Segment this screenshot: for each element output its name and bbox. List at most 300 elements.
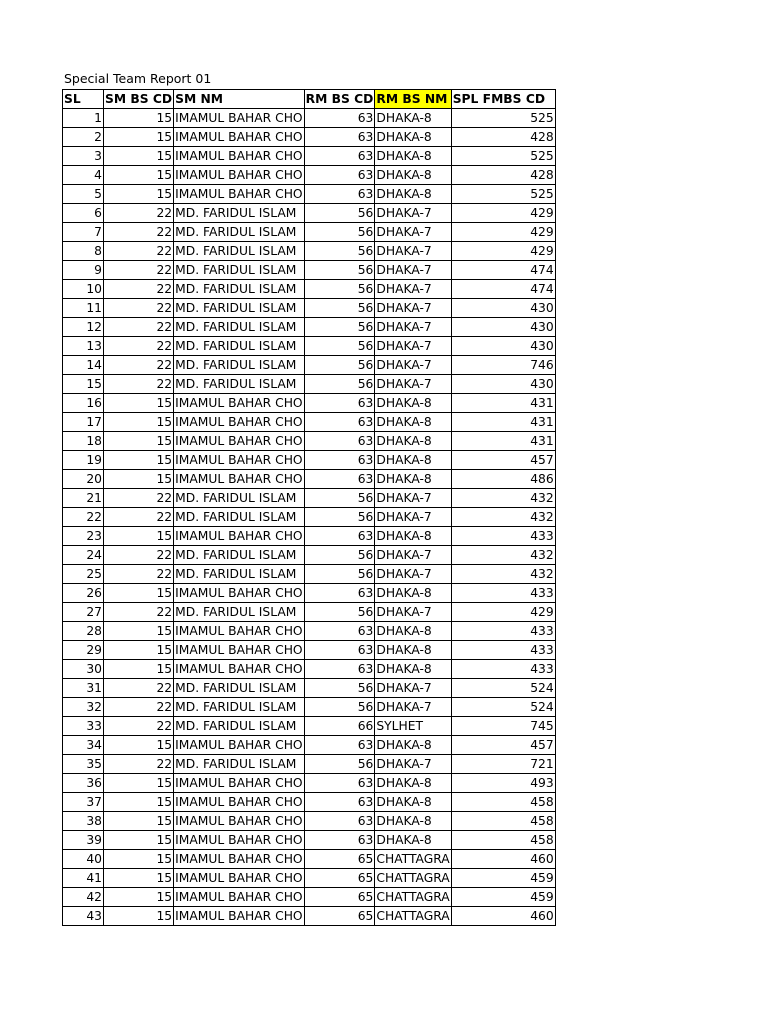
- cell-sl[interactable]: 21: [63, 489, 104, 508]
- table-row: [63, 584, 556, 603]
- cell-rm-bs-cd[interactable]: 63: [304, 793, 375, 812]
- cell-sm-nm[interactable]: IMAMUL BAHAR CHO: [174, 451, 305, 470]
- cell-sl[interactable]: 35: [63, 755, 104, 774]
- cell-sl[interactable]: 7: [63, 223, 104, 242]
- cell-sl[interactable]: 23: [63, 527, 104, 546]
- cell-sm-nm[interactable]: MD. FARIDUL ISLAM: [174, 565, 305, 584]
- cell-rm-bs-cd[interactable]: 63: [304, 527, 375, 546]
- cell-rm-bs-nm[interactable]: DHAKA-8: [375, 831, 451, 850]
- cell-sm-bs-cd[interactable]: 15: [104, 869, 174, 888]
- cell-sl[interactable]: 20: [63, 470, 104, 489]
- cell-spl-fmbs-cd[interactable]: 429: [451, 223, 555, 242]
- cell-sm-bs-cd[interactable]: 15: [104, 470, 174, 489]
- cell-sm-bs-cd[interactable]: 15: [104, 812, 174, 831]
- cell-sl[interactable]: 6: [63, 204, 104, 223]
- cell-rm-bs-nm[interactable]: DHAKA-7: [375, 242, 451, 261]
- cell-sl[interactable]: 28: [63, 622, 104, 641]
- cell-sm-bs-cd[interactable]: 15: [104, 527, 174, 546]
- cell-spl-fmbs-cd[interactable]: 428: [451, 128, 555, 147]
- table-row: [63, 337, 556, 356]
- cell-rm-bs-cd[interactable]: 56: [304, 299, 375, 318]
- cell-sm-nm[interactable]: IMAMUL BAHAR CHO: [174, 812, 305, 831]
- cell-sl[interactable]: 18: [63, 432, 104, 451]
- cell-rm-bs-nm[interactable]: DHAKA-7: [375, 337, 451, 356]
- header-cell-sl[interactable]: SL: [63, 90, 104, 109]
- table-row: [63, 622, 556, 641]
- cell-rm-bs-cd[interactable]: 65: [304, 869, 375, 888]
- cell-rm-bs-nm[interactable]: DHAKA-7: [375, 261, 451, 280]
- cell-sm-bs-cd[interactable]: 22: [104, 489, 174, 508]
- cell-spl-fmbs-cd[interactable]: 433: [451, 660, 555, 679]
- cell-rm-bs-cd[interactable]: 63: [304, 451, 375, 470]
- cell-rm-bs-nm[interactable]: DHAKA-7: [375, 299, 451, 318]
- cell-sm-bs-cd[interactable]: 15: [104, 451, 174, 470]
- cell-spl-fmbs-cd[interactable]: 433: [451, 641, 555, 660]
- cell-rm-bs-nm[interactable]: DHAKA-8: [375, 147, 451, 166]
- cell-rm-bs-nm[interactable]: CHATTAGRA: [375, 869, 451, 888]
- table-row: [63, 679, 556, 698]
- cell-sm-nm[interactable]: IMAMUL BAHAR CHO: [174, 413, 305, 432]
- cell-sm-nm[interactable]: MD. FARIDUL ISLAM: [174, 717, 305, 736]
- cell-sl[interactable]: 34: [63, 736, 104, 755]
- cell-sm-nm[interactable]: MD. FARIDUL ISLAM: [174, 242, 305, 261]
- table-row: [63, 451, 556, 470]
- cell-spl-fmbs-cd[interactable]: 430: [451, 337, 555, 356]
- table-row: [63, 394, 556, 413]
- cell-sl[interactable]: 38: [63, 812, 104, 831]
- cell-sm-nm[interactable]: MD. FARIDUL ISLAM: [174, 223, 305, 242]
- cell-spl-fmbs-cd[interactable]: 457: [451, 451, 555, 470]
- cell-sm-bs-cd[interactable]: 15: [104, 109, 174, 128]
- cell-rm-bs-cd[interactable]: 56: [304, 280, 375, 299]
- cell-rm-bs-cd[interactable]: 56: [304, 755, 375, 774]
- cell-spl-fmbs-cd[interactable]: 486: [451, 470, 555, 489]
- cell-sm-bs-cd[interactable]: 15: [104, 394, 174, 413]
- table-row: [63, 280, 556, 299]
- cell-rm-bs-cd[interactable]: 63: [304, 109, 375, 128]
- cell-spl-fmbs-cd[interactable]: 432: [451, 546, 555, 565]
- cell-sl[interactable]: 2: [63, 128, 104, 147]
- cell-spl-fmbs-cd[interactable]: 459: [451, 888, 555, 907]
- cell-rm-bs-cd[interactable]: 63: [304, 470, 375, 489]
- cell-rm-bs-nm[interactable]: DHAKA-7: [375, 356, 451, 375]
- cell-rm-bs-nm[interactable]: DHAKA-8: [375, 185, 451, 204]
- cell-sm-nm[interactable]: IMAMUL BAHAR CHO: [174, 869, 305, 888]
- cell-sm-nm[interactable]: IMAMUL BAHAR CHO: [174, 888, 305, 907]
- cell-sm-nm[interactable]: IMAMUL BAHAR CHO: [174, 584, 305, 603]
- table-row: [63, 432, 556, 451]
- cell-sm-bs-cd[interactable]: 22: [104, 280, 174, 299]
- cell-rm-bs-nm[interactable]: DHAKA-8: [375, 812, 451, 831]
- cell-sm-nm[interactable]: IMAMUL BAHAR CHO: [174, 470, 305, 489]
- cell-rm-bs-cd[interactable]: 65: [304, 888, 375, 907]
- cell-sm-bs-cd[interactable]: 15: [104, 413, 174, 432]
- cell-spl-fmbs-cd[interactable]: 430: [451, 299, 555, 318]
- header-cell-rm-bs-nm[interactable]: RM BS NM: [375, 90, 451, 109]
- cell-sm-nm[interactable]: IMAMUL BAHAR CHO: [174, 147, 305, 166]
- cell-sl[interactable]: 31: [63, 679, 104, 698]
- cell-rm-bs-cd[interactable]: 63: [304, 774, 375, 793]
- header-row: [63, 90, 556, 109]
- cell-sm-bs-cd[interactable]: 15: [104, 128, 174, 147]
- cell-spl-fmbs-cd[interactable]: 433: [451, 527, 555, 546]
- cell-spl-fmbs-cd[interactable]: 458: [451, 793, 555, 812]
- cell-rm-bs-cd[interactable]: 63: [304, 812, 375, 831]
- cell-rm-bs-cd[interactable]: 65: [304, 907, 375, 926]
- cell-sl[interactable]: 14: [63, 356, 104, 375]
- cell-sl[interactable]: 1: [63, 109, 104, 128]
- table-row: [63, 869, 556, 888]
- cell-sl[interactable]: 10: [63, 280, 104, 299]
- cell-sl[interactable]: 16: [63, 394, 104, 413]
- cell-spl-fmbs-cd[interactable]: 433: [451, 584, 555, 603]
- cell-spl-fmbs-cd[interactable]: 493: [451, 774, 555, 793]
- cell-sm-nm[interactable]: IMAMUL BAHAR CHO: [174, 527, 305, 546]
- cell-sm-bs-cd[interactable]: 22: [104, 508, 174, 527]
- cell-sm-nm[interactable]: IMAMUL BAHAR CHO: [174, 774, 305, 793]
- table-row: [63, 641, 556, 660]
- cell-sm-nm[interactable]: IMAMUL BAHAR CHO: [174, 907, 305, 926]
- cell-rm-bs-cd[interactable]: 56: [304, 489, 375, 508]
- table-row: [63, 812, 556, 831]
- table-row: [63, 736, 556, 755]
- cell-sm-bs-cd[interactable]: 15: [104, 850, 174, 869]
- cell-sm-bs-cd[interactable]: 15: [104, 736, 174, 755]
- cell-spl-fmbs-cd[interactable]: 433: [451, 622, 555, 641]
- cell-sm-nm[interactable]: MD. FARIDUL ISLAM: [174, 280, 305, 299]
- cell-sm-bs-cd[interactable]: 15: [104, 907, 174, 926]
- cell-rm-bs-nm[interactable]: DHAKA-8: [375, 432, 451, 451]
- cell-sm-bs-cd[interactable]: 15: [104, 660, 174, 679]
- cell-rm-bs-cd[interactable]: 63: [304, 166, 375, 185]
- cell-sl[interactable]: 36: [63, 774, 104, 793]
- cell-rm-bs-nm[interactable]: DHAKA-8: [375, 451, 451, 470]
- cell-sl[interactable]: 17: [63, 413, 104, 432]
- table-row: [63, 850, 556, 869]
- cell-spl-fmbs-cd[interactable]: 429: [451, 242, 555, 261]
- cell-rm-bs-nm[interactable]: DHAKA-7: [375, 565, 451, 584]
- cell-sm-nm[interactable]: IMAMUL BAHAR CHO: [174, 736, 305, 755]
- cell-sl[interactable]: 33: [63, 717, 104, 736]
- cell-sm-nm[interactable]: MD. FARIDUL ISLAM: [174, 356, 305, 375]
- cell-spl-fmbs-cd[interactable]: 524: [451, 679, 555, 698]
- cell-rm-bs-nm[interactable]: CHATTAGRA: [375, 850, 451, 869]
- cell-rm-bs-cd[interactable]: 63: [304, 413, 375, 432]
- table-row: [63, 831, 556, 850]
- table-row: [63, 774, 556, 793]
- cell-sl[interactable]: 24: [63, 546, 104, 565]
- header-cell-sm-bs-cd[interactable]: SM BS CD: [104, 90, 174, 109]
- cell-sm-bs-cd[interactable]: 22: [104, 261, 174, 280]
- table-row: [63, 717, 556, 736]
- cell-spl-fmbs-cd[interactable]: 745: [451, 717, 555, 736]
- cell-sm-nm[interactable]: IMAMUL BAHAR CHO: [174, 641, 305, 660]
- cell-rm-bs-cd[interactable]: 56: [304, 375, 375, 394]
- cell-sl[interactable]: 4: [63, 166, 104, 185]
- cell-rm-bs-cd[interactable]: 56: [304, 223, 375, 242]
- cell-spl-fmbs-cd[interactable]: 746: [451, 356, 555, 375]
- cell-rm-bs-nm[interactable]: DHAKA-7: [375, 318, 451, 337]
- cell-sm-bs-cd[interactable]: 15: [104, 793, 174, 812]
- cell-sm-nm[interactable]: MD. FARIDUL ISLAM: [174, 755, 305, 774]
- table-row: [63, 888, 556, 907]
- cell-rm-bs-nm[interactable]: DHAKA-8: [375, 641, 451, 660]
- cell-rm-bs-cd[interactable]: 63: [304, 432, 375, 451]
- cell-rm-bs-cd[interactable]: 63: [304, 147, 375, 166]
- cell-sm-nm[interactable]: IMAMUL BAHAR CHO: [174, 831, 305, 850]
- cell-rm-bs-nm[interactable]: DHAKA-8: [375, 128, 451, 147]
- cell-spl-fmbs-cd[interactable]: 431: [451, 394, 555, 413]
- cell-rm-bs-nm[interactable]: DHAKA-7: [375, 204, 451, 223]
- cell-sm-bs-cd[interactable]: 22: [104, 356, 174, 375]
- cell-spl-fmbs-cd[interactable]: 457: [451, 736, 555, 755]
- cell-sm-bs-cd[interactable]: 15: [104, 432, 174, 451]
- cell-sm-bs-cd[interactable]: 15: [104, 147, 174, 166]
- cell-sm-bs-cd[interactable]: 22: [104, 679, 174, 698]
- cell-rm-bs-nm[interactable]: DHAKA-8: [375, 584, 451, 603]
- cell-rm-bs-nm[interactable]: DHAKA-7: [375, 223, 451, 242]
- cell-spl-fmbs-cd[interactable]: 428: [451, 166, 555, 185]
- cell-sm-bs-cd[interactable]: 15: [104, 622, 174, 641]
- cell-rm-bs-nm[interactable]: DHAKA-7: [375, 375, 451, 394]
- cell-sl[interactable]: 42: [63, 888, 104, 907]
- cell-rm-bs-nm[interactable]: DHAKA-7: [375, 679, 451, 698]
- cell-sl[interactable]: 25: [63, 565, 104, 584]
- cell-sl[interactable]: 8: [63, 242, 104, 261]
- cell-sl[interactable]: 30: [63, 660, 104, 679]
- cell-sm-bs-cd[interactable]: 22: [104, 299, 174, 318]
- cell-sm-bs-cd[interactable]: 22: [104, 603, 174, 622]
- cell-sm-nm[interactable]: MD. FARIDUL ISLAM: [174, 546, 305, 565]
- cell-sl[interactable]: 12: [63, 318, 104, 337]
- cell-rm-bs-nm[interactable]: CHATTAGRA: [375, 907, 451, 926]
- cell-sm-bs-cd[interactable]: 15: [104, 185, 174, 204]
- cell-sm-bs-cd[interactable]: 22: [104, 698, 174, 717]
- cell-spl-fmbs-cd[interactable]: 431: [451, 432, 555, 451]
- table-row: [63, 356, 556, 375]
- cell-sm-bs-cd[interactable]: 15: [104, 888, 174, 907]
- cell-spl-fmbs-cd[interactable]: 460: [451, 850, 555, 869]
- cell-rm-bs-cd[interactable]: 56: [304, 261, 375, 280]
- cell-spl-fmbs-cd[interactable]: 431: [451, 413, 555, 432]
- cell-sl[interactable]: 43: [63, 907, 104, 926]
- cell-sm-bs-cd[interactable]: 22: [104, 546, 174, 565]
- cell-rm-bs-nm[interactable]: DHAKA-8: [375, 622, 451, 641]
- table-row: [63, 546, 556, 565]
- table-row: [63, 489, 556, 508]
- cell-rm-bs-nm[interactable]: DHAKA-8: [375, 736, 451, 755]
- header-cell-sm-nm[interactable]: SM NM: [174, 90, 305, 109]
- cell-rm-bs-cd[interactable]: 63: [304, 128, 375, 147]
- cell-spl-fmbs-cd[interactable]: 432: [451, 565, 555, 584]
- cell-spl-fmbs-cd[interactable]: 721: [451, 755, 555, 774]
- cell-rm-bs-nm[interactable]: DHAKA-8: [375, 660, 451, 679]
- cell-spl-fmbs-cd[interactable]: 458: [451, 831, 555, 850]
- cell-spl-fmbs-cd[interactable]: 524: [451, 698, 555, 717]
- cell-spl-fmbs-cd[interactable]: 429: [451, 603, 555, 622]
- cell-sm-nm[interactable]: IMAMUL BAHAR CHO: [174, 850, 305, 869]
- cell-rm-bs-cd[interactable]: 63: [304, 622, 375, 641]
- cell-rm-bs-nm[interactable]: DHAKA-8: [375, 394, 451, 413]
- cell-sm-nm[interactable]: IMAMUL BAHAR CHO: [174, 793, 305, 812]
- table-row: [63, 907, 556, 926]
- cell-spl-fmbs-cd[interactable]: 460: [451, 907, 555, 926]
- cell-sl[interactable]: 15: [63, 375, 104, 394]
- cell-sm-bs-cd[interactable]: 22: [104, 565, 174, 584]
- cell-sl[interactable]: 3: [63, 147, 104, 166]
- table-row: [63, 204, 556, 223]
- cell-rm-bs-cd[interactable]: 56: [304, 337, 375, 356]
- cell-rm-bs-nm[interactable]: DHAKA-7: [375, 546, 451, 565]
- cell-rm-bs-cd[interactable]: 63: [304, 831, 375, 850]
- cell-sm-nm[interactable]: MD. FARIDUL ISLAM: [174, 299, 305, 318]
- cell-spl-fmbs-cd[interactable]: 429: [451, 204, 555, 223]
- cell-rm-bs-nm[interactable]: DHAKA-7: [375, 508, 451, 527]
- cell-sl[interactable]: 19: [63, 451, 104, 470]
- cell-rm-bs-cd[interactable]: 63: [304, 660, 375, 679]
- cell-sm-nm[interactable]: MD. FARIDUL ISLAM: [174, 489, 305, 508]
- cell-sl[interactable]: 29: [63, 641, 104, 660]
- cell-sl[interactable]: 32: [63, 698, 104, 717]
- cell-sm-nm[interactable]: IMAMUL BAHAR CHO: [174, 166, 305, 185]
- cell-sm-nm[interactable]: MD. FARIDUL ISLAM: [174, 603, 305, 622]
- cell-spl-fmbs-cd[interactable]: 525: [451, 185, 555, 204]
- cell-sl[interactable]: 27: [63, 603, 104, 622]
- table-row: [63, 413, 556, 432]
- cell-rm-bs-nm[interactable]: DHAKA-8: [375, 470, 451, 489]
- cell-rm-bs-cd[interactable]: 56: [304, 356, 375, 375]
- table-row: [63, 318, 556, 337]
- cell-rm-bs-cd[interactable]: 63: [304, 736, 375, 755]
- cell-sm-nm[interactable]: IMAMUL BAHAR CHO: [174, 660, 305, 679]
- cell-rm-bs-cd[interactable]: 56: [304, 603, 375, 622]
- cell-sm-bs-cd[interactable]: 22: [104, 204, 174, 223]
- cell-sm-bs-cd[interactable]: 22: [104, 223, 174, 242]
- cell-sl[interactable]: 41: [63, 869, 104, 888]
- cell-spl-fmbs-cd[interactable]: 525: [451, 109, 555, 128]
- cell-sl[interactable]: 13: [63, 337, 104, 356]
- cell-sm-nm[interactable]: MD. FARIDUL ISLAM: [174, 508, 305, 527]
- cell-spl-fmbs-cd[interactable]: 430: [451, 375, 555, 394]
- cell-rm-bs-nm[interactable]: DHAKA-8: [375, 109, 451, 128]
- cell-rm-bs-cd[interactable]: 65: [304, 850, 375, 869]
- table-row: [63, 299, 556, 318]
- cell-rm-bs-cd[interactable]: 56: [304, 679, 375, 698]
- cell-rm-bs-nm[interactable]: SYLHET: [375, 717, 451, 736]
- cell-rm-bs-cd[interactable]: 56: [304, 546, 375, 565]
- cell-sm-nm[interactable]: IMAMUL BAHAR CHO: [174, 394, 305, 413]
- cell-spl-fmbs-cd[interactable]: 474: [451, 261, 555, 280]
- cell-rm-bs-nm[interactable]: CHATTAGRA: [375, 888, 451, 907]
- table-row: [63, 603, 556, 622]
- cell-sm-bs-cd[interactable]: 15: [104, 831, 174, 850]
- cell-sm-bs-cd[interactable]: 22: [104, 318, 174, 337]
- cell-spl-fmbs-cd[interactable]: 432: [451, 508, 555, 527]
- cell-rm-bs-cd[interactable]: 56: [304, 508, 375, 527]
- cell-rm-bs-nm[interactable]: DHAKA-7: [375, 280, 451, 299]
- cell-rm-bs-nm[interactable]: DHAKA-8: [375, 527, 451, 546]
- cell-sm-nm[interactable]: MD. FARIDUL ISLAM: [174, 679, 305, 698]
- cell-rm-bs-cd[interactable]: 56: [304, 698, 375, 717]
- cell-sm-nm[interactable]: IMAMUL BAHAR CHO: [174, 432, 305, 451]
- cell-sl[interactable]: 11: [63, 299, 104, 318]
- table-row: [63, 755, 556, 774]
- cell-rm-bs-cd[interactable]: 63: [304, 394, 375, 413]
- cell-sm-bs-cd[interactable]: 15: [104, 641, 174, 660]
- cell-sm-bs-cd[interactable]: 22: [104, 717, 174, 736]
- cell-sl[interactable]: 9: [63, 261, 104, 280]
- cell-sl[interactable]: 37: [63, 793, 104, 812]
- table-row: [63, 109, 556, 128]
- cell-spl-fmbs-cd[interactable]: 458: [451, 812, 555, 831]
- cell-sl[interactable]: 39: [63, 831, 104, 850]
- cell-rm-bs-cd[interactable]: 56: [304, 242, 375, 261]
- cell-rm-bs-cd[interactable]: 56: [304, 318, 375, 337]
- cell-sm-bs-cd[interactable]: 15: [104, 774, 174, 793]
- cell-rm-bs-cd[interactable]: 56: [304, 565, 375, 584]
- table-row: [63, 261, 556, 280]
- cell-sm-bs-cd[interactable]: 22: [104, 242, 174, 261]
- cell-sm-nm[interactable]: MD. FARIDUL ISLAM: [174, 337, 305, 356]
- cell-sm-bs-cd[interactable]: 15: [104, 584, 174, 603]
- table-row: [63, 660, 556, 679]
- cell-rm-bs-cd[interactable]: 56: [304, 204, 375, 223]
- cell-rm-bs-nm[interactable]: DHAKA-8: [375, 774, 451, 793]
- cell-sm-nm[interactable]: MD. FARIDUL ISLAM: [174, 318, 305, 337]
- table-row: [63, 793, 556, 812]
- cell-rm-bs-nm[interactable]: DHAKA-7: [375, 755, 451, 774]
- cell-spl-fmbs-cd[interactable]: 430: [451, 318, 555, 337]
- cell-rm-bs-cd[interactable]: 63: [304, 641, 375, 660]
- cell-sl[interactable]: 40: [63, 850, 104, 869]
- cell-sm-nm[interactable]: IMAMUL BAHAR CHO: [174, 109, 305, 128]
- cell-spl-fmbs-cd[interactable]: 474: [451, 280, 555, 299]
- cell-spl-fmbs-cd[interactable]: 525: [451, 147, 555, 166]
- cell-spl-fmbs-cd[interactable]: 432: [451, 489, 555, 508]
- cell-rm-bs-nm[interactable]: DHAKA-7: [375, 603, 451, 622]
- cell-sm-nm[interactable]: MD. FARIDUL ISLAM: [174, 261, 305, 280]
- cell-rm-bs-nm[interactable]: DHAKA-7: [375, 489, 451, 508]
- cell-sl[interactable]: 26: [63, 584, 104, 603]
- table-row: [63, 375, 556, 394]
- table-row: [63, 508, 556, 527]
- table-row: [63, 527, 556, 546]
- cell-sm-nm[interactable]: MD. FARIDUL ISLAM: [174, 204, 305, 223]
- cell-rm-bs-nm[interactable]: DHAKA-8: [375, 413, 451, 432]
- cell-sm-nm[interactable]: MD. FARIDUL ISLAM: [174, 375, 305, 394]
- table-row: [63, 223, 556, 242]
- cell-sm-nm[interactable]: IMAMUL BAHAR CHO: [174, 128, 305, 147]
- cell-spl-fmbs-cd[interactable]: 459: [451, 869, 555, 888]
- cell-rm-bs-cd[interactable]: 66: [304, 717, 375, 736]
- cell-sm-bs-cd[interactable]: 22: [104, 375, 174, 394]
- header-cell-rm-bs-cd[interactable]: RM BS CD: [304, 90, 375, 109]
- cell-sm-bs-cd[interactable]: 22: [104, 755, 174, 774]
- cell-sm-bs-cd[interactable]: 15: [104, 166, 174, 185]
- cell-sm-nm[interactable]: MD. FARIDUL ISLAM: [174, 698, 305, 717]
- cell-rm-bs-cd[interactable]: 63: [304, 584, 375, 603]
- cell-rm-bs-nm[interactable]: DHAKA-7: [375, 698, 451, 717]
- cell-sl[interactable]: 22: [63, 508, 104, 527]
- header-cell-spl-fmbs-cd[interactable]: SPL FMBS CD: [451, 90, 555, 109]
- cell-sl[interactable]: 5: [63, 185, 104, 204]
- cell-sm-nm[interactable]: IMAMUL BAHAR CHO: [174, 622, 305, 641]
- cell-rm-bs-nm[interactable]: DHAKA-8: [375, 166, 451, 185]
- cell-sm-bs-cd[interactable]: 22: [104, 337, 174, 356]
- cell-rm-bs-cd[interactable]: 63: [304, 185, 375, 204]
- cell-sm-nm[interactable]: IMAMUL BAHAR CHO: [174, 185, 305, 204]
- cell-rm-bs-nm[interactable]: DHAKA-8: [375, 793, 451, 812]
